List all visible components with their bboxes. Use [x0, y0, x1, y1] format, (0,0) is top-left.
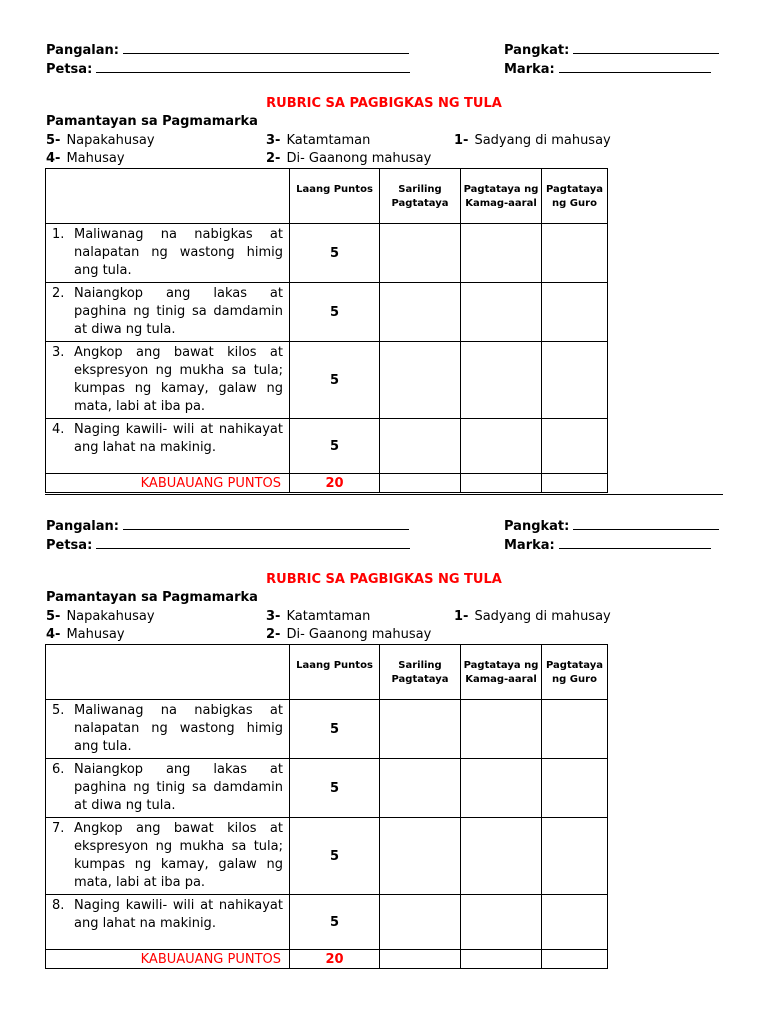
blank-header-cell — [46, 169, 290, 224]
criterion-number: 7. — [52, 821, 65, 836]
scale-num: 2- — [266, 151, 281, 166]
peer-score-cell[interactable] — [461, 419, 542, 474]
grade-field[interactable] — [559, 536, 711, 549]
self-score-cell[interactable] — [380, 342, 461, 419]
criterion-text: Naging kawili- wili at nahikayat ang lahat na makinig. — [74, 898, 283, 931]
criterion-text: Angkop ang bawat kilos at ekspresyon ng mukha sa tula; kumpas ng kamay, galaw ng mata, labi at iba pa. — [74, 345, 283, 414]
self-score-cell[interactable] — [380, 759, 461, 818]
points-cell: 5 — [290, 759, 380, 818]
name-row — [46, 41, 409, 58]
teacher-score-cell[interactable] — [542, 224, 608, 283]
scale-num: 3- — [266, 133, 281, 148]
self-score-cell[interactable] — [380, 895, 461, 950]
scale-label: Sadyang di mahusay — [474, 133, 611, 148]
points-header: Laang Puntos — [290, 169, 380, 224]
scale-item — [46, 151, 125, 166]
date-label: Petsa: — [46, 538, 93, 553]
criterion-text: Naiangkop ang lakas at paghina ng tinig sa damdamin at diwa ng tula. — [74, 286, 283, 337]
peer-score-cell[interactable] — [461, 224, 542, 283]
scale-num: 5- — [46, 133, 61, 148]
self-score-cell[interactable] — [380, 283, 461, 342]
criterion-cell — [46, 342, 290, 419]
criterion-cell — [46, 700, 290, 759]
peer-score-cell[interactable] — [461, 342, 542, 419]
section-field[interactable] — [573, 41, 719, 54]
criterion-text: Maliwanag na nabigkas at nalapatan ng wastong himig ang tula. — [74, 227, 283, 278]
peer-total-cell[interactable] — [461, 474, 542, 493]
peer-header: Pagtataya ng Kamag-aaral — [461, 645, 542, 700]
total-label: KABUAUANG PUNTOS — [46, 474, 290, 493]
points-cell: 5 — [290, 895, 380, 950]
scale-num: 1- — [454, 133, 469, 148]
self-header: Sariling Pagtataya — [380, 169, 461, 224]
scale-item — [266, 133, 370, 148]
scale-item — [46, 627, 125, 642]
name-label: Pangalan: — [46, 43, 119, 58]
scale-item — [46, 609, 155, 624]
scale-label: Mahusay — [66, 627, 125, 642]
rubric-title: RUBRIC SA PAGBIGKAS NG TULA — [266, 96, 502, 111]
scale-num: 2- — [266, 627, 281, 642]
scale-item — [46, 133, 155, 148]
peer-score-cell[interactable] — [461, 759, 542, 818]
self-score-cell[interactable] — [380, 818, 461, 895]
section-label: Pangkat: — [504, 519, 570, 534]
criterion-text: Angkop ang bawat kilos at ekspresyon ng mukha sa tula; kumpas ng kamay, galaw ng mata, labi at iba pa. — [74, 821, 283, 890]
grade-row — [504, 60, 711, 77]
scale-item — [454, 609, 611, 624]
scale-label: Napakahusay — [66, 133, 155, 148]
table-row — [46, 759, 608, 818]
teacher-header: Pagtataya ng Guro — [542, 169, 608, 224]
date-field[interactable] — [96, 60, 410, 73]
section-label: Pangkat: — [504, 43, 570, 58]
criterion-number: 5. — [52, 703, 65, 718]
peer-score-cell[interactable] — [461, 700, 542, 759]
rubric-title: RUBRIC SA PAGBIGKAS NG TULA — [266, 572, 502, 587]
scale-item — [454, 133, 611, 148]
teacher-score-cell[interactable] — [542, 759, 608, 818]
date-row — [46, 536, 410, 553]
self-score-cell[interactable] — [380, 419, 461, 474]
criterion-number: 1. — [52, 227, 65, 242]
scale-item — [266, 609, 370, 624]
grade-row — [504, 536, 711, 553]
table-row — [46, 224, 608, 283]
teacher-score-cell[interactable] — [542, 283, 608, 342]
scale-label: Sadyang di mahusay — [474, 609, 611, 624]
scale-item — [266, 151, 431, 166]
blank-header-cell — [46, 645, 290, 700]
name-label: Pangalan: — [46, 519, 119, 534]
peer-total-cell[interactable] — [461, 950, 542, 969]
table-row — [46, 342, 608, 419]
name-row — [46, 517, 409, 534]
table-header-row — [46, 169, 608, 224]
peer-header: Pagtataya ng Kamag-aaral — [461, 169, 542, 224]
scale-num: 4- — [46, 151, 61, 166]
teacher-score-cell[interactable] — [542, 895, 608, 950]
points-cell: 5 — [290, 283, 380, 342]
scale-label: Napakahusay — [66, 609, 155, 624]
rubric-table — [45, 168, 608, 493]
section-field[interactable] — [573, 517, 719, 530]
teacher-total-cell[interactable] — [542, 474, 608, 493]
grade-field[interactable] — [559, 60, 711, 73]
points-cell: 5 — [290, 342, 380, 419]
total-points: 20 — [290, 950, 380, 969]
criterion-cell — [46, 224, 290, 283]
name-field[interactable] — [123, 41, 409, 54]
teacher-score-cell[interactable] — [542, 818, 608, 895]
criterion-cell — [46, 895, 290, 950]
table-row — [46, 419, 608, 474]
teacher-score-cell[interactable] — [542, 700, 608, 759]
cut-divider — [45, 494, 723, 495]
scale-label: Di- Gaanong mahusay — [286, 151, 432, 166]
points-cell: 5 — [290, 818, 380, 895]
table-header-row — [46, 645, 608, 700]
scale-num: 3- — [266, 609, 281, 624]
points-cell: 5 — [290, 700, 380, 759]
table-row — [46, 283, 608, 342]
criterion-number: 8. — [52, 898, 65, 913]
date-row — [46, 60, 410, 77]
scale-item — [266, 627, 431, 642]
self-score-cell[interactable] — [380, 224, 461, 283]
self-score-cell[interactable] — [380, 700, 461, 759]
criterion-cell — [46, 818, 290, 895]
date-label: Petsa: — [46, 62, 93, 77]
name-field[interactable] — [123, 517, 409, 530]
points-header: Laang Puntos — [290, 645, 380, 700]
total-row — [46, 474, 608, 493]
grade-label: Marka: — [504, 62, 555, 77]
table-row — [46, 895, 608, 950]
criterion-text: Maliwanag na nabigkas at nalapatan ng wastong himig ang tula. — [74, 703, 283, 754]
criterion-number: 2. — [52, 286, 65, 301]
peer-score-cell[interactable] — [461, 895, 542, 950]
self-total-cell[interactable] — [380, 950, 461, 969]
peer-score-cell[interactable] — [461, 283, 542, 342]
scale-heading: Pamantayan sa Pagmamarka — [46, 590, 258, 605]
table-row — [46, 700, 608, 759]
self-total-cell[interactable] — [380, 474, 461, 493]
teacher-header: Pagtataya ng Guro — [542, 645, 608, 700]
scale-label: Di- Gaanong mahusay — [286, 627, 432, 642]
scale-num: 5- — [46, 609, 61, 624]
criterion-number: 4. — [52, 422, 65, 437]
scale-num: 1- — [454, 609, 469, 624]
criterion-number: 6. — [52, 762, 65, 777]
total-points: 20 — [290, 474, 380, 493]
criterion-cell — [46, 419, 290, 474]
scale-label: Katamtaman — [286, 133, 371, 148]
criterion-number: 3. — [52, 345, 65, 360]
table-row — [46, 818, 608, 895]
date-field[interactable] — [96, 536, 410, 549]
teacher-total-cell[interactable] — [542, 950, 608, 969]
scale-num: 4- — [46, 627, 61, 642]
teacher-score-cell[interactable] — [542, 342, 608, 419]
total-label: KABUAUANG PUNTOS — [46, 950, 290, 969]
section-row — [504, 517, 719, 534]
scale-heading: Pamantayan sa Pagmamarka — [46, 114, 258, 129]
points-cell: 5 — [290, 419, 380, 474]
peer-score-cell[interactable] — [461, 818, 542, 895]
rubric-table — [45, 644, 608, 969]
section-row — [504, 41, 719, 58]
scale-label: Katamtaman — [286, 609, 371, 624]
total-row — [46, 950, 608, 969]
criterion-cell — [46, 283, 290, 342]
self-header: Sariling Pagtataya — [380, 645, 461, 700]
grade-label: Marka: — [504, 538, 555, 553]
teacher-score-cell[interactable] — [542, 419, 608, 474]
criterion-cell — [46, 759, 290, 818]
scale-label: Mahusay — [66, 151, 125, 166]
points-cell: 5 — [290, 224, 380, 283]
criterion-text: Naiangkop ang lakas at paghina ng tinig sa damdamin at diwa ng tula. — [74, 762, 283, 813]
criterion-text: Naging kawili- wili at nahikayat ang lahat na makinig. — [74, 422, 283, 455]
